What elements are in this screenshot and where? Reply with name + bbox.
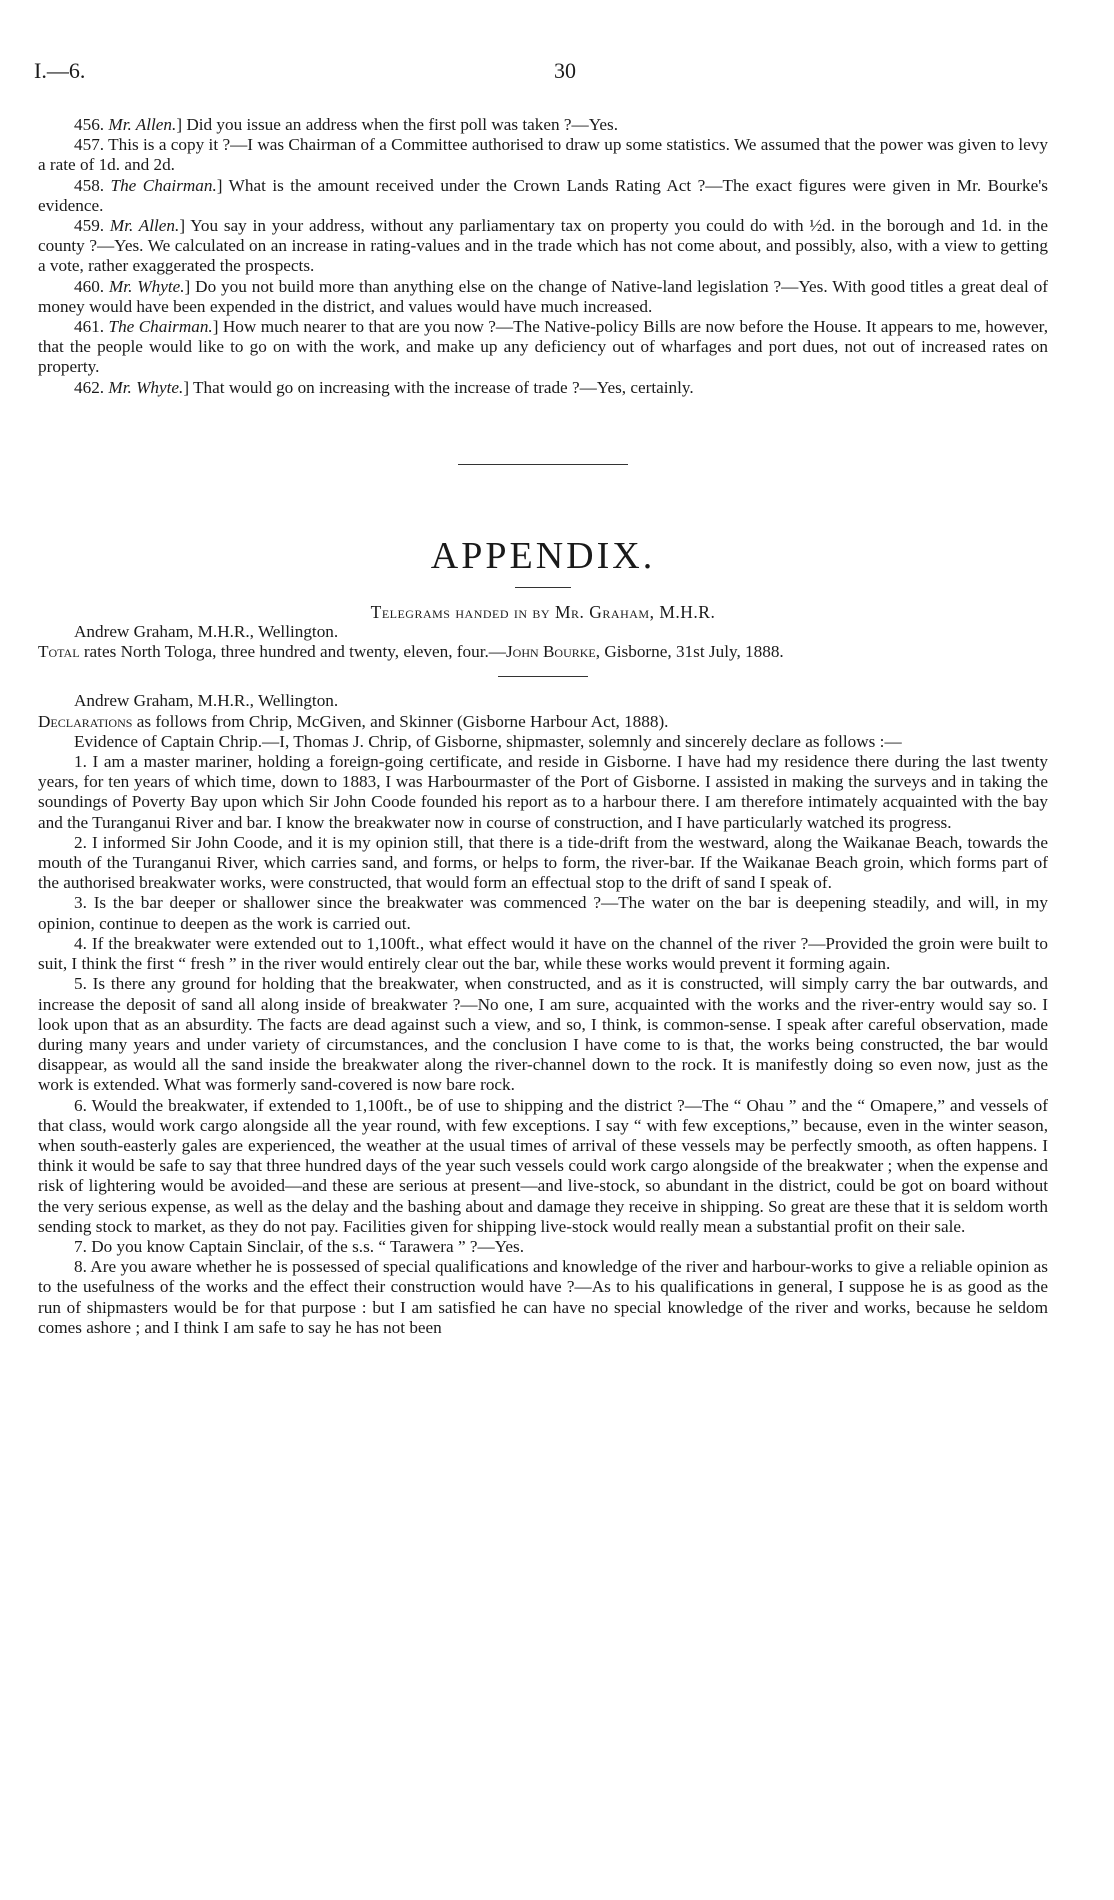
speaker: Mr. Allen. bbox=[108, 115, 177, 134]
question-458: 458. The Chairman.] What is the amount received under the Crown Lands Rating Act ?—The exact figures were given in Mr. Bourke's evidence. bbox=[38, 175, 1048, 215]
declaration-paragraph-6: 6. Would the breakwater, if extended to 1,100ft., be of use to shipping and the district ?—The “ Ohau ” and the “ Omapere,” and vessels of that class, would work cargo alongside all the year round, with few exceptions. I say “ with few exceptions,” because, even in the winter season, when south-easterly gales are experienced, the weather at the usual times of arrival of these vessels may be perfectly smooth, as often happens. I think it would be safe to say that three hundred days of the year such vessels could work cargo alongside of the breakwater ; when the expense and risk of lightering would be avoided—and these are serious at present—and live-stock, so abundant in the district, could be got on board without the very serious expense, as well as the delay and the bashing about and damage they receive in shipping. So great are these that it is seldom worth sending stock to market, as they do not pay. Facilities given for shipping live-stock would really mean a substantial profit on their sale. bbox=[38, 1095, 1048, 1236]
declaration-paragraph-7: 7. Do you know Captain Sinclair, of the s.s. “ Tarawera ” ?—Yes. bbox=[74, 1236, 524, 1256]
question-456: 456. Mr. Allen.] Did you issue an address when the first poll was taken ?—Yes. bbox=[74, 115, 619, 134]
telegram-2-text: Declarations as follows from Chrip, McGiven, and Skinner (Gisborne Harbour Act, 1888). bbox=[38, 711, 669, 731]
declaration-paragraph-5: 5. Is there any ground for holding that the breakwater, when constructed, and as it is constructed, will simply carry the bar outwards, and increase the deposit of sand all along inside of breakwater ?—No one, I am sure, acquainted with the works and the river-entry would say so. I look upon that as an absurdity. The facts are dead against such a view, and so, I think, is common-sense. I speak after careful observation, made during many years and under variety of circumstances, and the conclusion I have come to is that, the works being constructed, the bar would disappear, as would all the sand inside the breakwater along the river-channel down to the rock. It is manifestly doing so even now, just as the work is extended. What was formerly sand-covered is now bare rock. bbox=[38, 974, 1048, 1095]
speaker: Mr. Allen. bbox=[109, 216, 180, 236]
telegram-2-address: Andrew Graham, M.H.R., Wellington. bbox=[74, 691, 339, 711]
declaration-paragraph-1: 1. I am a master mariner, holding a foreign-going certificate, and reside in Gisborne. I have had my residence there during the last twenty years, for ten years of which time, down to 1883, I was Harbourmaster of the Port of Gisborne. I assisted in making the surveys and in taking the soundings of Poverty Bay upon which Sir John Coode founded his report as to a harbour there. I am therefore intimately acquainted with the bay and the Turanganui River and bar. I know the breakwater now in course of construction, and I have particularly watched its progress. bbox=[38, 752, 1048, 832]
question-462: 462. Mr. Whyte.] That would go on increasing with the increase of trade ?—Yes, certainly. bbox=[74, 377, 694, 397]
declaration-intro: Evidence of Captain Chrip.—I, Thomas J. Chrip, of Gisborne, shipmaster, solemnly and sincerely declare as follows :— bbox=[74, 731, 902, 751]
speaker: Mr. Whyte. bbox=[108, 276, 185, 296]
telegram-1-text: Total rates North Tologa, three hundred and twenty, eleven, four.—John Bourke, Gisborne, 31st July, 1888. bbox=[38, 642, 784, 662]
heading-rule bbox=[515, 587, 571, 588]
declaration-paragraph-3: 3. Is the bar deeper or shallower since the breakwater was commenced ?—The water on the bar is deepening steadily, and will, in my opinion, continue to deepen as the work is carried out. bbox=[38, 893, 1048, 933]
section-divider bbox=[458, 464, 628, 465]
declaration-paragraph-4: 4. If the breakwater were extended out to 1,100ft., what effect would it have on the channel of the river ?—Provided the groin were built to suit, I think the first “ fresh ” in the river would entirely clear out the bar, while these works would prevent it forming again. bbox=[38, 933, 1048, 974]
question-461: 461. The Chairman.] How much nearer to that are you now ?—The Native-policy Bills are now before the House. It appears to me, however, that the people would like to go on with the work, and make up any deficiency out of wharfages and port dues, not out of increased rates on property. bbox=[38, 317, 1049, 377]
question-459: 459. Mr. Allen.] You say in your address, without any parliamentary tax on property you could do with ½d. in the borough and 1d. in the county ?—Yes. We calculated on an increase in rating-values and in the trade which has not come about, and possibly, also, with a view to getting a vote, rather exaggerated the prospects. bbox=[38, 216, 1049, 276]
appendix-heading: APPENDIX. bbox=[430, 534, 656, 577]
speaker: The Chairman. bbox=[110, 175, 217, 195]
evidence-section bbox=[38, 115, 1048, 398]
telegram-divider bbox=[498, 676, 588, 677]
page-body bbox=[38, 115, 1048, 1338]
page-number: 30 bbox=[554, 58, 576, 83]
declaration-paragraph-8: 8. Are you aware whether he is possessed of special qualifications and knowledge of the river and harbour-works to give a reliable opinion as to the usefulness of the works and the effect their construction would have ?—As to his qualifications in general, I suppose he is as good as the run of shipmasters would be for that purpose : but I am satisfied he can have no special knowledge of the river and works, because he seldom comes ashore ; and I think I am safe to say he has not been bbox=[38, 1257, 1048, 1337]
question-460: 460. Mr. Whyte.] Do you not build more than anything else on the change of Native-land legislation ?—Yes. With good titles a great deal of money would have been expended in the district, and values would have much increased. bbox=[38, 276, 1049, 316]
question-457: 457. This is a copy it ?—I was Chairman of a Committee authorised to draw up some statistics. We assumed that the power was given to levy a rate of 1d. and 2d. bbox=[38, 135, 1048, 175]
declaration-paragraph-2: 2. I informed Sir John Coode, and it is my opinion still, that there is a tide-drift from the westward, along the Waikanae Beach, towards the mouth of the Turanganui River, which carries sand, and forms, or helps to form, the river-bar. If the Waikanae Beach groin, which forms part of the authorised breakwater works, were constructed, that would form an effectual stop to the drift of sand I speak of. bbox=[38, 832, 1048, 893]
telegram-1-address: Andrew Graham, M.H.R., Wellington. bbox=[74, 622, 339, 642]
speaker: The Chairman. bbox=[108, 317, 213, 337]
page-header bbox=[34, 58, 1080, 92]
appendix-caption: Telegrams handed in by Mr. Graham, M.H.R. bbox=[370, 601, 716, 622]
signature: John Bourke bbox=[505, 642, 596, 662]
document-reference: I.—6. bbox=[34, 58, 86, 83]
speaker: Mr. Whyte. bbox=[108, 377, 184, 397]
